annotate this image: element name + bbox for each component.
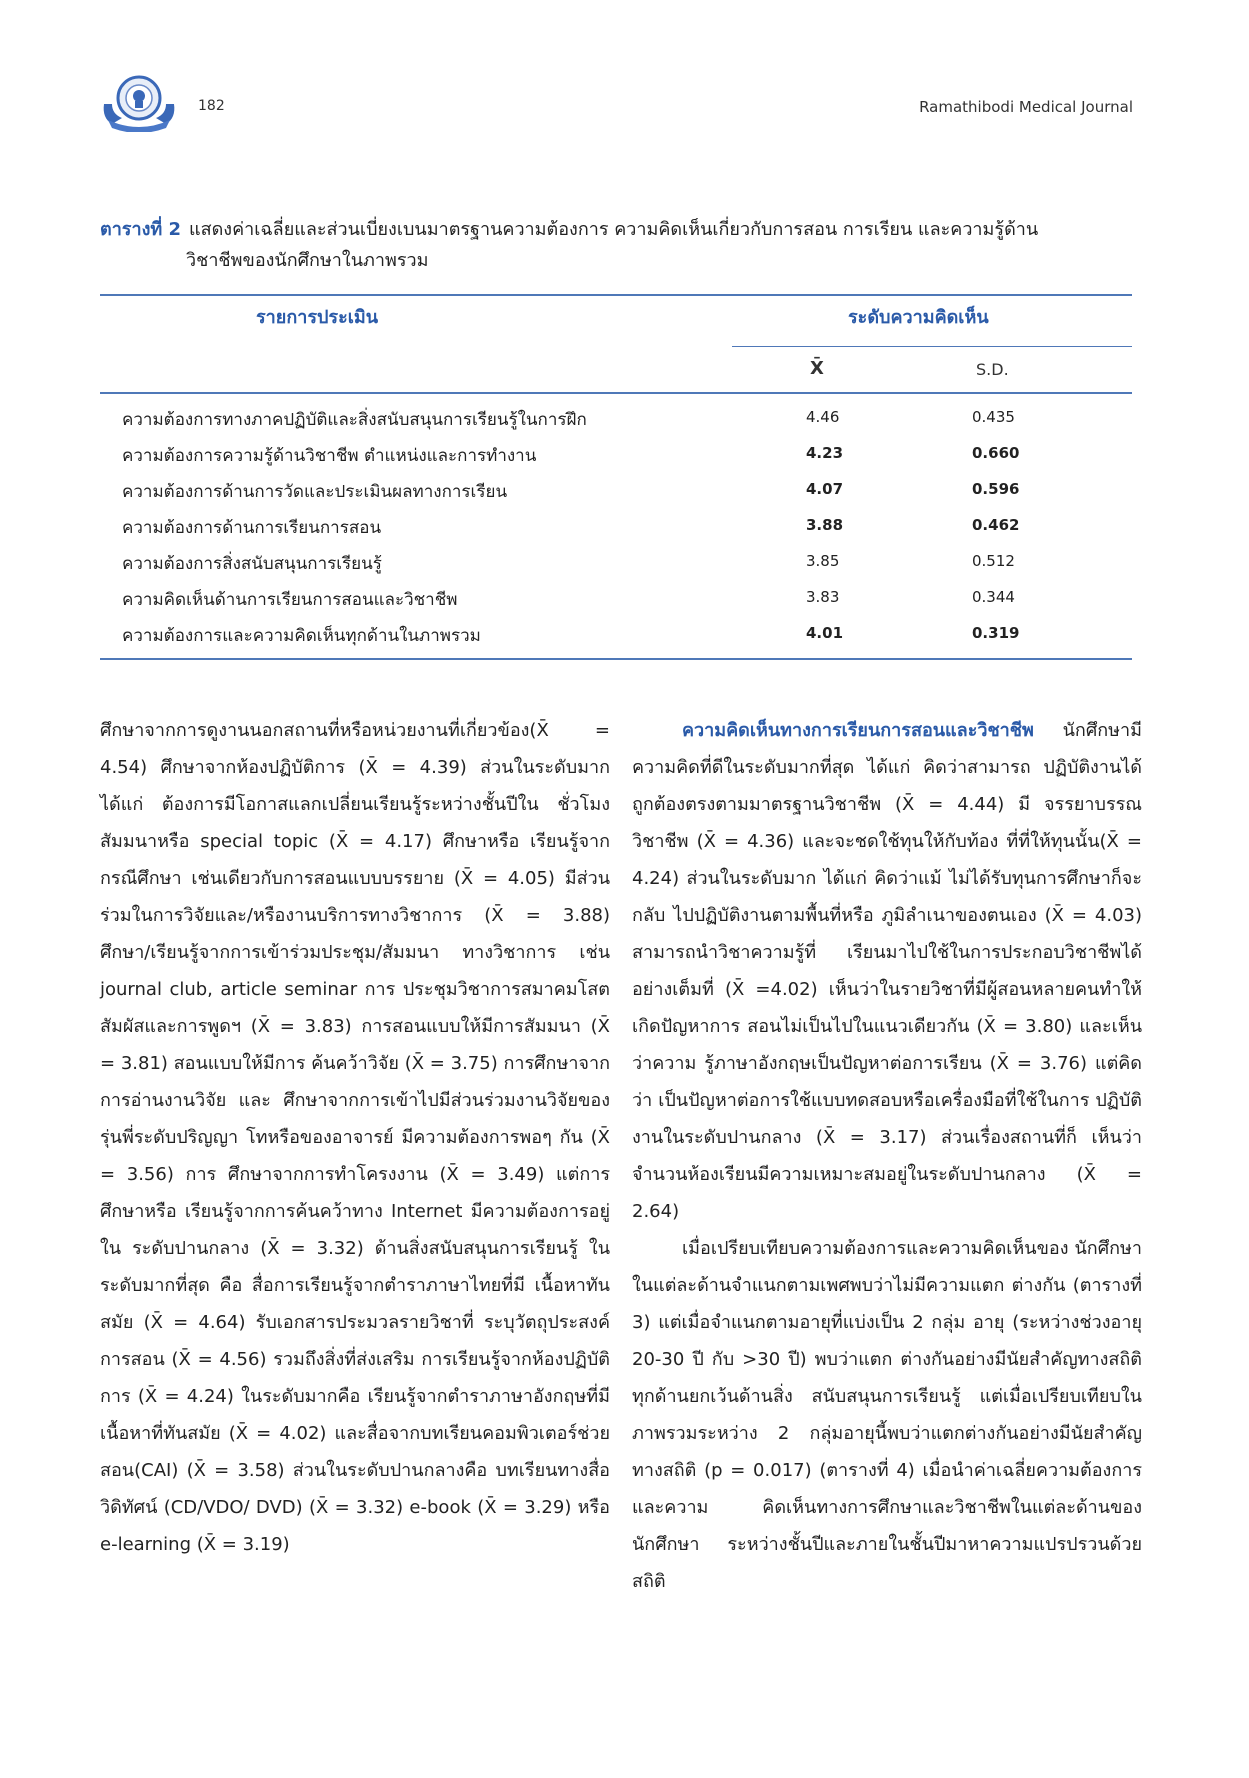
row-mean: 4.23: [806, 444, 844, 462]
row-mean: 4.01: [806, 624, 844, 642]
table-row: [100, 400, 1132, 436]
right-paragraph-1-text: นักศึกษามีความคิดที่ดีในระดับมากที่สุด ได้แก่ คิดว่าสามารถ ปฏิบัติงานได้ถูกต้องตรงตามมาตรฐานวิชาชีพ (X̄ = 4.44) มี จรรยาบรรณวิชาชีพ (X̄ = 4.36) และจะชดใช้ทุนให้กับท้อง ที่ที่ให้ทุนนั้น(X̄ = 4.24) ส่วนในระดับมาก ได้แก่ คิดว่าแม้ ไม่ได้รับทุนการศึกษาก็จะกลับ ไปปฏิบัติงานตามพื้นที่หรือ ภูมิลำเนาของตนเอง (X̄ = 4.03) สามารถนำวิชาความรู้ที่ เรียนมาไปใช้ในการประกอบวิชาชีพได้อย่างเต็มที่ (X̄ =4.02) เห็นว่าในรายวิชาที่มีผู้สอนหลายคนทำให้เกิดปัญหาการ สอนไม่เป็นไปในแนวเดียวกัน (X̄ = 3.80) และเห็นว่าความ รู้ภาษาอังกฤษเป็นปัญหาต่อการเรียน (X̄ = 3.76) แต่คิดว่า เป็นปัญหาต่อการใช้แบบทดสอบหรือเครื่องมือที่ใช้ในการ ปฏิบัติงานในระดับปานกลาง (X̄ = 3.17) ส่วนเรื่องสถานที่ก็ เห็นว่าจำนวนห้องเรียนมีความเหมาะสมอยู่ในระดับปานกลาง (X̄ = 2.64): [632, 720, 1142, 1222]
level-underline: [732, 346, 1132, 347]
row-sd: 0.596: [972, 480, 1020, 498]
row-item: ความต้องการทางภาคปฏิบัติและสิ่งสนับสนุนการเรียนรู้ในการฝึก: [122, 410, 587, 430]
header-mean: X̄: [810, 358, 824, 379]
row-item: ความคิดเห็นด้านการเรียนการสอนและวิชาชีพ: [122, 590, 458, 610]
left-paragraph: ศึกษาจากการดูงานนอกสถานที่หรือหน่วยงานที่เกี่ยวข้อง(X̄ = 4.54) ศึกษาจากห้องปฏิบัติการ (X̄ = 4.39) ส่วนในระดับมาก ได้แก่ ต้องการมีโอกาสแลกเปลี่ยนเรียนรู้ระหว่างชั้นปีใน ชั่วโมงสัมมนาหรือ special topic (X̄ = 4.17) ศึกษาหรือ เรียนรู้จากกรณีศึกษา เช่นเดียวกับการสอนแบบบรรยาย (X̄ = 4.05) มีส่วนร่วมในการวิจัยและ/หรืองานบริการทางวิชาการ (X̄ = 3.88) ศึกษา/เรียนรู้จากการเข้าร่วมประชุม/สัมมนา ทางวิชาการ เช่น journal club, article seminar การ ประชุมวิชาการสมาคมโสตสัมผัสและการพูดฯ (X̄ = 3.83) การสอนแบบให้มีการสัมมนา (X̄ = 3.81) สอนแบบให้มีการ ค้นคว้าวิจัย (X̄ = 3.75) การศึกษาจากการอ่านงานวิจัย และ ศึกษาจากการเข้าไปมีส่วนร่วมงานวิจัยของรุ่นพี่ระดับปริญญา โทหรือของอาจารย์ มีความต้องการพอๆ กัน (X̄ = 3.56) การ ศึกษาจากการทำโครงงาน (X̄ = 3.49) แต่การศึกษาหรือ เรียนรู้จากการค้นคว้าทาง Internet มีความต้องการอยู่ใน ระดับปานกลาง (X̄ = 3.32) ด้านสิ่งสนับสนุนการเรียนรู้ ใน ระดับมากที่สุด คือ สื่อการเรียนรู้จากตำราภาษาไทยที่มี เนื้อหาทันสมัย (X̄ = 4.64) รับเอกสารประมวลรายวิชาที่ ระบุวัตถุประสงค์การสอน (X̄ = 4.56) รวมถึงสิ่งที่ส่งเสริม การเรียนรู้จากห้องปฏิบัติการ (X̄ = 4.24) ในระดับมากคือ เรียนรู้จากตำราภาษาอังกฤษที่มีเนื้อหาที่ทันสมัย (X̄ = 4.02) และสื่อจากบทเรียนคอมพิวเตอร์ช่วยสอน(CAI) (X̄ = 3.58) ส่วนในระดับปานกลางคือ บทเรียนทางสื่อวิดิทัศน์ (CD/VDO/ DVD) (X̄ = 3.32) e-book (X̄ = 3.29) หรือ e-learning (X̄ = 3.19): [100, 720, 610, 1555]
table-top-rule: [100, 294, 1132, 296]
table-row: [100, 580, 1132, 616]
row-item: ความต้องการความรู้ด้านวิชาชีพ ตำแหน่งและการทำงาน: [122, 446, 537, 466]
row-mean: 4.46: [806, 408, 840, 426]
table-caption-text-2: วิชาชีพของนักศึกษาในภาพรวม: [186, 250, 429, 271]
header-item: รายการประเมิน: [256, 307, 379, 328]
table-caption-text-1: แสดงค่าเฉลี่ยและส่วนเบี่ยงเบนมาตรฐานความต้องการ ความคิดเห็นเกี่ยวกับการสอน การเรียน และความรู้ด้าน: [189, 219, 1039, 240]
header-rule: [100, 392, 1132, 394]
table-caption-label: ตารางที่ 2: [100, 219, 182, 240]
table-row: [100, 508, 1132, 544]
journal-name: Ramathibodi Medical Journal: [919, 98, 1133, 116]
row-mean: 3.83: [806, 588, 840, 606]
table-caption: [100, 214, 1130, 276]
row-mean: 4.07: [806, 480, 844, 498]
row-mean: 3.88: [806, 516, 844, 534]
page-number: 182: [198, 98, 225, 114]
table-row: [100, 436, 1132, 472]
row-sd: 0.344: [972, 588, 1015, 606]
row-mean: 3.85: [806, 552, 840, 570]
row-sd: 0.512: [972, 552, 1015, 570]
header-level: ระดับความคิดเห็น: [848, 307, 989, 328]
row-item: ความต้องการสิ่งสนับสนุนการเรียนรู้: [122, 554, 382, 574]
row-sd: 0.319: [972, 624, 1020, 642]
journal-seal-logo: [100, 74, 178, 132]
row-sd: 0.435: [972, 408, 1015, 426]
right-paragraph-1: [632, 712, 1142, 1230]
row-item: ความต้องการด้านการวัดและประเมินผลทางการเรียน: [122, 482, 508, 502]
right-column: [632, 712, 1142, 1600]
table-row: [100, 616, 1132, 652]
left-column: [100, 712, 610, 1563]
table-bottom-rule: [100, 658, 1132, 660]
row-item: ความต้องการด้านการเรียนการสอน: [122, 518, 382, 538]
section-heading: ความคิดเห็นทางการเรียนการสอนและวิชาชีพ: [682, 720, 1034, 741]
right-paragraph-2: เมื่อเปรียบเทียบความต้องการและความคิดเห็นของ นักศึกษาในแต่ละด้านจำแนกตามเพศพบว่าไม่มีความแตก ต่างกัน (ตารางที่ 3) แต่เมื่อจำแนกตามอายุที่แบ่งเป็น 2 กลุ่ม อายุ (ระหว่างช่วงอายุ 20-30 ปี กับ >30 ปี) พบว่าแตก ต่างกันอย่างมีนัยสำคัญทางสถิติทุกด้านยกเว้นด้านสิ่ง สนับสนุนการเรียนรู้ แต่เมื่อเปรียบเทียบในภาพรวมระหว่าง 2 กลุ่มอายุนี้พบว่าแตกต่างกันอย่างมีนัยสำคัญทางสถิติ (p = 0.017) (ตารางที่ 4) เมื่อนำค่าเฉลี่ยความต้องการและความ คิดเห็นทางการศึกษาและวิชาชีพในแต่ละด้านของนักศึกษา ระหว่างชั้นปีและภายในชั้นปีมาหาความแปรปรวนด้วยสถิติ: [632, 1238, 1142, 1592]
row-sd: 0.660: [972, 444, 1020, 462]
header-sd: S.D.: [976, 360, 1009, 379]
table-row: [100, 544, 1132, 580]
row-sd: 0.462: [972, 516, 1020, 534]
table-row: [100, 472, 1132, 508]
row-item: ความต้องการและความคิดเห็นทุกด้านในภาพรวม: [122, 626, 481, 646]
